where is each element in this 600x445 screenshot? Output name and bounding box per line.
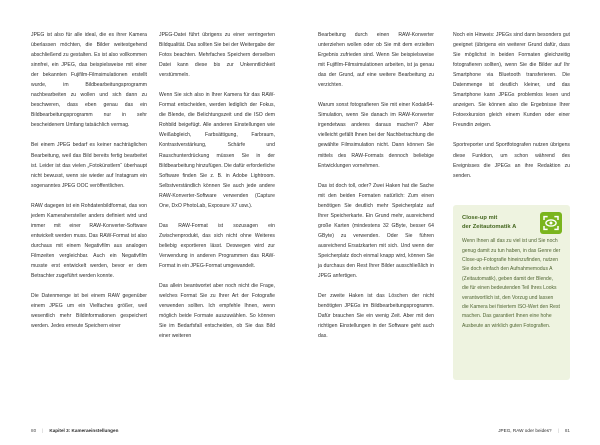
text-column-2	[159, 30, 275, 341]
running-header-right: JPEG, RAW oder beides?	[498, 428, 552, 433]
text-column-3	[318, 30, 434, 341]
footer-right	[498, 428, 570, 433]
paragraph: Bearbeitung durch einen RAW-Konverter unterziehen wollen oder ob Sie mit dem erzielten Ergebnis zufrieden sind. Wenn Sie beispielsweise mit Fujifilm-Filmsimulationen arbeiten, ist ja genau das der Grund, auf eine weitere Bearbeitung zu verzichten.	[318, 32, 434, 89]
text-column-4	[453, 30, 570, 181]
footer-separator: |	[42, 428, 44, 433]
infobox-heading-line-2: der Zeitautomatik A	[462, 223, 517, 230]
paragraph: RAW dagegen ist ein Rohdatenbildformat, das von jedem Kamerahersteller anders definiert wird und immer mit einer RAW-Konverter-Software entwickelt werden muss. Das RAW-Format ist also durchaus mit einem Negativfilm aus analogen Filmzeiten vergleichbar. Auch ein Negativfilm musste erst entwickelt werden, bevor er dem Betrachter zugeführt werden konnte.	[31, 202, 147, 280]
paragraph: JPEG ist also für alle ideal, die es ihrer Kamera überlassen möchten, die Bilder weitestgehend abschließend zu gestalten. Es ist also vollkommen sinnfrei, ein JPEG, das beispielsweise mit einer der bekannten Fujifilm-Filmsimulationen erstellt wurde, im Bildbearbeitungsprogramm nachbearbeiten zu wollen und sich dann zu beschweren, dass eben genau das ein Bildbearbeitungsprogramm nur in sehr bescheidenem Umfang tatsächlich vermag.	[31, 32, 147, 129]
running-header-left: Kapitel 3: Kameraeinstellungen	[49, 428, 119, 433]
paragraph: Das ist doch toll, oder? Zwei Haken hat die Sache mit den beiden Formaten natürlich: Zum einen benötigen Sie deutlich mehr Speicherplatz auf Ihrer Speicherkarte. Ein Grund mehr, ausreichend große Karten (mindestens 32 GByte, besser 64 GByte) zu verwenden. Oder Sie führen ausreichend Ersatzkarten mit sich. Und wenn der Speicherplatz doch einmal knapp wird, können Sie ja durchaus den Rest Ihrer Bilder ausschließlich in JPEG anfertigen.	[318, 182, 434, 280]
paragraph: Die Datenmenge ist bei einem RAW gegenüber einem JPEG um ein Vielfaches größer, weil wesentlich mehr Bildinformationen gespeichert werden. Jedes erneute Speichern einer	[31, 293, 147, 330]
paragraph: Das allein beantwortet aber noch nicht die Frage, welches Format Sie zu Ihrer Art der Fotografie verwenden sollten. Ich empfehle Ihnen, wenn möglich beide Formate auszuwählen. So können Sie im Bedarfsfall entscheiden, ob Sie das Bild einer weiteren	[159, 283, 275, 340]
infobox-heading	[462, 214, 536, 231]
close-up-focus-frame-icon	[540, 212, 562, 234]
page-number-right: 81	[564, 428, 570, 433]
paragraph: Wenn Sie sich also in Ihrer Kamera für das RAW-Format entscheiden, werden lediglich der Fokus, die Blende, die Belichtungszeit und die ISO dem Rohbild beigefügt. Alle anderen Einstellungen wie Weißabgleich, Farbsättigung, Farbraum, Kontrastverstärkung, Schärfe und Rauschunterdrückung müssen Sie in der Bildbearbeitung hinzufügen. Die dafür erforderliche Software finden Sie z. B. in Adobe Lightroom. Selbstverständlich können Sie auch jede andere RAW-Konverter-Software verwenden (Capture One, DxO PhotoLab, Exposure X7 usw.).	[159, 92, 275, 209]
paragraph: Bei einem JPEG bedarf es keiner nachträglichen Bearbeitung, weil das Bild bereits fertig bearbeitet ist. Leider ist das vielen „Fotokünstlern“ überhaupt nicht bewusst, wenn sie wieder auf Instagram ein sogenanntes JPEG OOC veröffentlichen.	[31, 142, 147, 189]
paragraph: Das RAW-Format ist sozusagen ein Zwischenprodukt, das sich nicht ohne Weiteres beliebig exportieren lässt. Deswegen wird zur Verwendung in anderen Programmen das RAW-Format in ein JPEG-Format umgewandelt.	[159, 222, 275, 269]
paragraph: Der zweite Haken ist das Löschen der nicht benötigten JPEGs im Bildbearbeitungsprogramm. Dafür brauchen Sie ein wenig Zeit. Aber mit den richtigen Einstellungen in der Software geht auch das.	[318, 293, 434, 340]
footer-separator: |	[557, 428, 559, 433]
paragraph: Sportreporter und Sportfotografen nutzen übrigens diese Funktion, um schon während des Ereignisses die JPEGs an ihre Redaktion zu senden.	[453, 142, 570, 179]
paragraph: Noch ein Hinweis: JPEGs sind dann besonders gut geeignet (übrigens ein weiterer Grund dafür, dass Sie möglichst in beiden Formaten gleichzeitig fotografieren sollten), wenn Sie die Bilder auf Ihr Smartphone via Bluetooth transferieren. Die Datenmenge ist deutlich kleiner, und das Smartphone kann JPEGs problemlos lesen und anzeigen. Sie können also die Ergebnisse Ihrer Fotoexkursion gleich einem Kunden oder einer Freundin zeigen.	[453, 32, 570, 129]
footer-left	[31, 428, 118, 433]
page-number-left: 80	[31, 428, 37, 433]
infobox-heading-line-1: Close-up mit	[462, 215, 498, 221]
paragraph: JPEG-Datei führt übrigens zu einer verringerten Bildqualität. Das sollten Sie bei der Weitergabe der Fotos beachten. Mehrfaches Speichern derselben Datei kann diese bis zur Unkenntlichkeit verstümmeln.	[159, 32, 275, 79]
text-column-1	[31, 30, 147, 331]
close-up-tip-box	[453, 205, 570, 380]
infobox-body: Wenn Ihnen all das zu viel ist und Sie noch genug damit zu tun haben, in das Genre der Close-up-Fotografie hineinzufinden, nutzen Sie doch einfach den Aufnahmemodus A (Zeitautomatik), geben damit der Blende, die für einen bedeutenden Teil Ihres Looks verantwortlich ist, den Vorzug und lassen die Kamera bei fixiertem ISO-Wert den Rest machen. Das garantiert Ihnen eine hohe Ausbeute an wirklich guten Fotografien.	[462, 238, 561, 329]
paragraph: Warum sonst fotografieren Sie mit einer Kodak64-Simulation, wenn Sie danach im RAW-Konverter irgendetwas anderes daraus machen? Aber vielleicht gefällt Ihnen bei der Nachbetrachtung die gewählte Filmsimulation nicht. Dann können Sie mittels des RAW-Formats dennoch beliebige Entwicklungen vornehmen.	[318, 102, 434, 169]
